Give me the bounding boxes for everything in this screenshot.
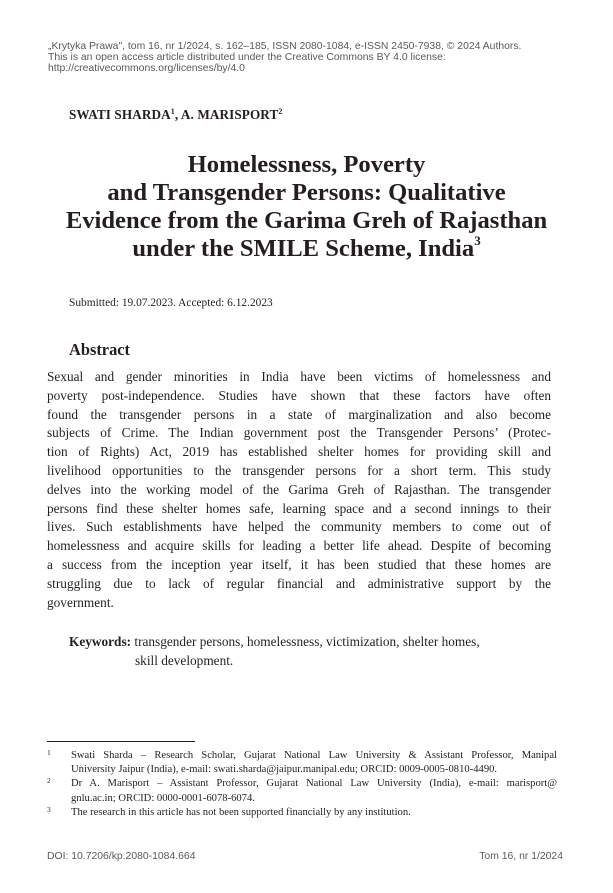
footnote-line: Swati Sharda – Research Scholar, Gujarat National Law University & Assistant Professor, Manipal [71, 750, 557, 761]
abstract-line: livelihood opportunities to the transgender persons for a short term. This study [47, 462, 551, 478]
footnote-number: 1 [47, 748, 51, 757]
title-line: Homelessness, Poverty [187, 151, 426, 178]
footnote-line: The research in this article has not been supported financially by any institution. [71, 806, 411, 818]
license-link[interactable]: http://creativecommons.org/licenses/by/4.0 [48, 63, 245, 75]
keywords-label: Keywords: [69, 634, 132, 649]
author-name: A. MARISPORT [180, 107, 279, 122]
abstract-line: tion of Rights) Act, 2019 has established shelter homes for providing skill and [47, 444, 551, 460]
footnote-line: University Jaipur (India), e-mail: swati.sharda@jaipur.manipal.edu; ORCID: 0009-0005-0810-4490. [71, 764, 498, 776]
author-list [69, 107, 282, 123]
footnote-ref[interactable]: 1 [170, 107, 175, 116]
header-license-line: This is an open access article distributed under the Creative Commons BY 4.0 license: [48, 52, 446, 64]
journal-header [48, 41, 568, 75]
footnote-line: gnlu.ac.in; ORCID: 0000-0001-6078-6074. [71, 792, 255, 804]
abstract-line: found the transgender persons in a state of marginalization and also become [47, 406, 551, 422]
title-line [40, 235, 573, 263]
paper-title [40, 151, 573, 263]
doi-link[interactable]: DOI: 10.7206/kp.2080-1084.664 [47, 851, 196, 862]
abstract-body [47, 368, 551, 612]
author-separator: , [174, 107, 181, 122]
footnote-number: 2 [47, 776, 51, 786]
footnote-3 [47, 806, 557, 820]
issue-label: Tom 16, nr 1/2024 [479, 851, 563, 862]
keywords-text: transgender persons, homelessness, victimization, shelter homes, [131, 634, 480, 649]
footnote-number: 3 [47, 804, 51, 814]
footnote-ref[interactable]: 3 [474, 233, 481, 248]
footnote-2 [47, 777, 557, 805]
abstract-line: subjects of Crime. The Indian government post the Transgender Persons’ (Protec- [47, 425, 551, 441]
abstract-line: government. [47, 594, 114, 610]
abstract-line: struggling due to lack of regular financial and administrative support by the [47, 575, 551, 591]
footnote-divider [47, 741, 195, 742]
abstract-line: lives. Such establishments have helped the community members to come out of [47, 519, 551, 535]
footnote-1 [47, 749, 557, 777]
title-line-text: under the SMILE Scheme, India [132, 235, 475, 262]
abstract-line: a success from the inception year itself, it has been studied that these homes are [47, 556, 551, 572]
author-name: SWATI SHARDA [69, 107, 171, 122]
abstract-heading: Abstract [69, 340, 130, 359]
keywords [69, 633, 549, 671]
submission-dates: Submitted: 19.07.2023. Accepted: 6.12.2023 [69, 297, 273, 309]
abstract-line: Sexual and gender minorities in India have been victims of homelessness and [47, 369, 551, 384]
footnote-ref[interactable]: 2 [278, 107, 283, 116]
footnotes [47, 749, 557, 820]
keywords-text: skill development. [135, 652, 234, 668]
header-citation-line: „Krytyka Prawa", tom 16, nr 1/2024, s. 162–185, ISSN 2080-1084, e-ISSN 2450-7938, © 2024 Authors. [48, 41, 522, 52]
abstract-line: delves into the working model of the Garima Greh of Rajasthan. The transgender [47, 481, 551, 497]
title-line: and Transgender Persons: Qualitative [107, 179, 506, 206]
footnote-line: Dr A. Marisport – Assistant Professor, Gujarat National Law University (India), e-mail: marisport@ [71, 778, 557, 790]
abstract-line: homelessness and acquire skills for leading a better life ahead. Despite of becoming [47, 538, 551, 554]
abstract-line: persons find these shelter homes safe, learning space and a second innings to their [47, 500, 551, 516]
title-line: Evidence from the Garima Greh of Rajasthan [65, 207, 548, 234]
abstract-line: poverty post-independence. Studies have shown that these factors have often [47, 387, 551, 403]
